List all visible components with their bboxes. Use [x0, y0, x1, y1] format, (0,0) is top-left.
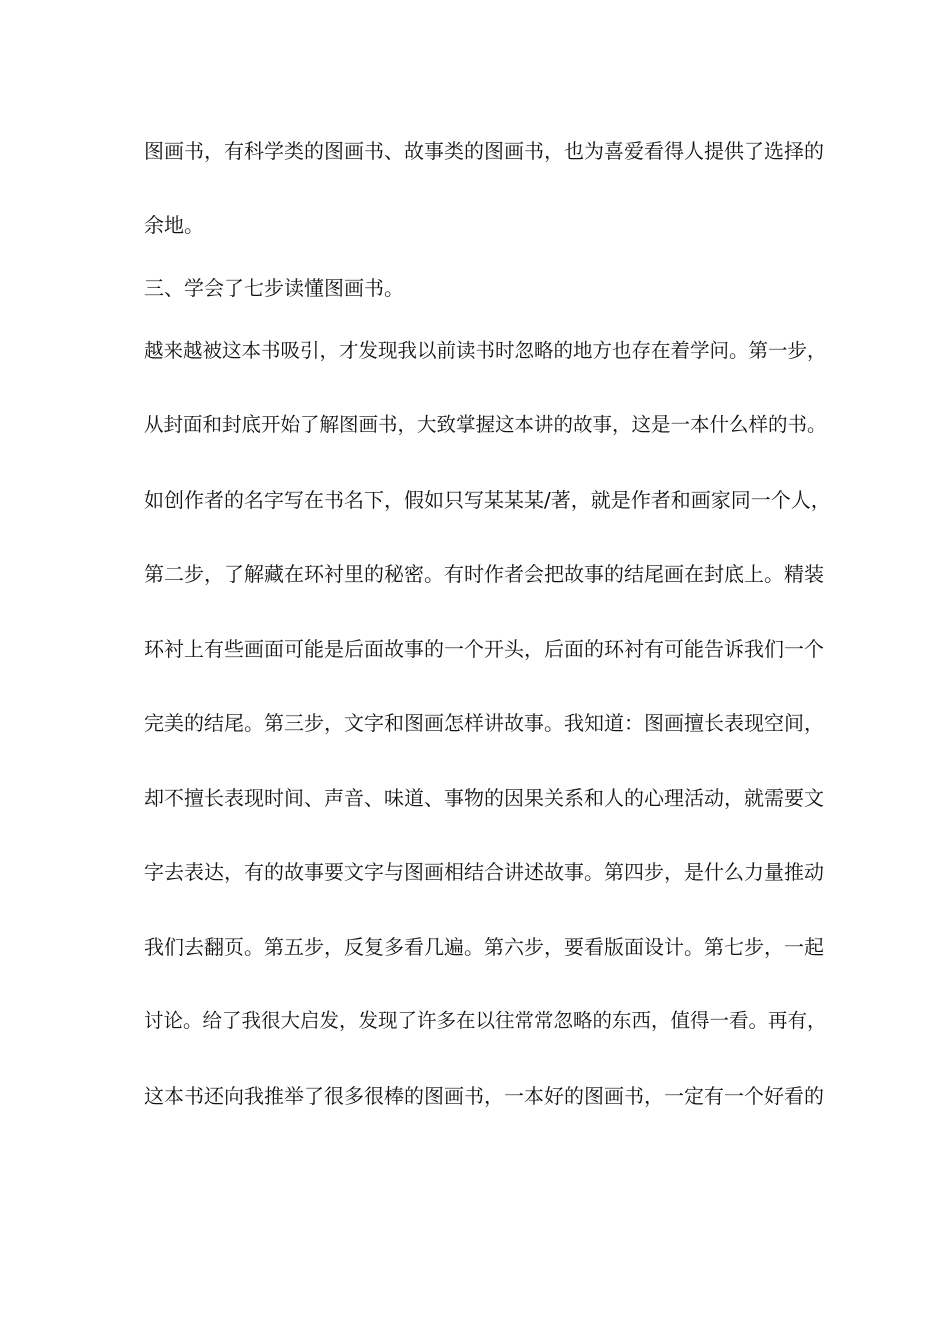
text-line: 图画书，有科学类的图画书、故事类的图画书，也为喜爱看得人提供了选择的	[144, 139, 824, 163]
section-heading: 三、学会了七步读懂图画书。	[144, 276, 404, 300]
text-line: 我们去翻页。第五步，反复多看几遍。第六步，要看版面设计。第七步，一起	[144, 935, 824, 959]
text-line: 如创作者的名字写在书名下，假如只写某某某/著，就是作者和画家同一个人，	[144, 488, 831, 512]
text-line: 完美的结尾。第三步，文字和图画怎样讲故事。我知道：图画擅长表现空间，	[144, 711, 824, 735]
text-line: 却不擅长表现时间、声音、味道、事物的因果关系和人的心理活动，就需要文	[144, 786, 824, 810]
text-line: 从封面和封底开始了解图画书，大致掌握这本讲的故事，这是一本什么样的书。	[144, 413, 827, 436]
text-line: 环衬上有些画面可能是后面故事的一个开头，后面的环衬有可能告诉我们一个	[144, 637, 824, 661]
text-line: 这本书还向我推举了很多很棒的图画书，一本好的图画书，一定有一个好看的	[144, 1084, 824, 1108]
text-line: 讨论。给了我很大启发，发现了许多在以往常常忽略的东西，值得一看。再有，	[144, 1009, 827, 1032]
text-line: 第二步，了解藏在环衬里的秘密。有时作者会把故事的结尾画在封底上。精装	[144, 562, 824, 586]
text-line: 字去表达，有的故事要文字与图画相结合讲述故事。第四步，是什么力量推动	[144, 860, 824, 884]
text-line: 余地。	[144, 213, 204, 237]
text-line: 越来越被这本书吸引，才发现我以前读书时忽略的地方也存在着学问。第一步，	[144, 339, 827, 362]
